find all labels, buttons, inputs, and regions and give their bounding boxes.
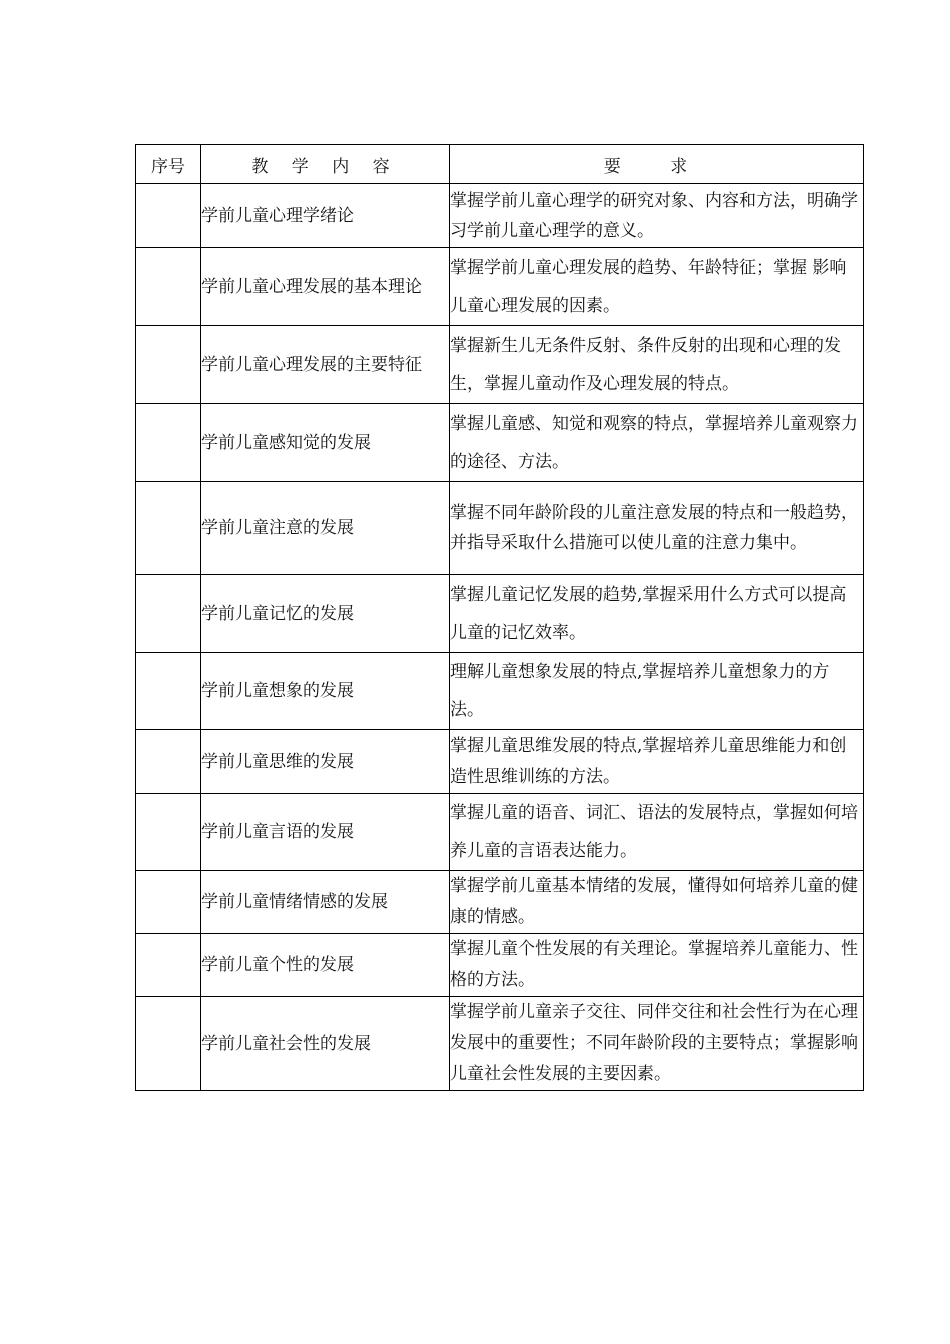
table-body — [136, 184, 864, 1091]
row-requirement: 掌握儿童个性发展的有关理论。掌握培养儿童能力、性格的方法。 — [450, 934, 864, 997]
row-num — [136, 871, 201, 934]
row-requirement: 掌握新生儿无条件反射、条件反射的出现和心理的发生，掌握儿童动作及心理发展的特点。 — [450, 326, 864, 404]
table-row — [136, 871, 864, 934]
row-num — [136, 326, 201, 404]
row-num — [136, 482, 201, 575]
row-content: 学前儿童言语的发展 — [201, 794, 450, 871]
table-row — [136, 794, 864, 871]
row-requirement: 掌握学前儿童心理学的研究对象、内容和方法，明确学习学前儿童心理学的意义。 — [450, 184, 864, 248]
table-row — [136, 575, 864, 653]
row-num — [136, 575, 201, 653]
row-content: 学前儿童社会性的发展 — [201, 997, 450, 1091]
row-num — [136, 997, 201, 1091]
row-requirement: 掌握学前儿童心理发展的趋势、年龄特征；掌握 影响儿童心理发展的因素。 — [450, 248, 864, 326]
table-row — [136, 248, 864, 326]
header-num: 序号 — [136, 145, 201, 184]
table-row — [136, 184, 864, 248]
row-num — [136, 794, 201, 871]
row-requirement: 理解儿童想象发展的特点,掌握培养儿童想象力的方法。 — [450, 653, 864, 730]
row-requirement: 掌握儿童感、知觉和观察的特点，掌握培养儿童观察力的途径、方法。 — [450, 404, 864, 482]
row-num — [136, 184, 201, 248]
row-num — [136, 248, 201, 326]
row-content: 学前儿童心理学绪论 — [201, 184, 450, 248]
row-requirement: 掌握学前儿童亲子交往、同伴交往和社会性行为在心理发展中的重要性；不同年龄阶段的主要特点；掌握影响儿童社会性发展的主要因素。 — [450, 997, 864, 1091]
row-content: 学前儿童想象的发展 — [201, 653, 450, 730]
row-content: 学前儿童注意的发展 — [201, 482, 450, 575]
row-content: 学前儿童心理发展的主要特征 — [201, 326, 450, 404]
course-content-table — [135, 144, 864, 1091]
row-content: 学前儿童情绪情感的发展 — [201, 871, 450, 934]
row-num — [136, 934, 201, 997]
row-requirement: 掌握儿童思维发展的特点,掌握培养儿童思维能力和创造性思维训练的方法。 — [450, 730, 864, 794]
row-requirement: 掌握儿童的语音、词汇、语法的发展特点，掌握如何培养儿童的言语表达能力。 — [450, 794, 864, 871]
table-row — [136, 404, 864, 482]
table-row — [136, 934, 864, 997]
table-row — [136, 653, 864, 730]
table-row — [136, 482, 864, 575]
header-content: 教 学 内 容 — [201, 145, 450, 184]
table-row — [136, 730, 864, 794]
row-num — [136, 653, 201, 730]
row-content: 学前儿童记忆的发展 — [201, 575, 450, 653]
row-requirement: 掌握儿童记忆发展的趋势,掌握采用什么方式可以提高儿童的记忆效率。 — [450, 575, 864, 653]
row-content: 学前儿童个性的发展 — [201, 934, 450, 997]
row-content: 学前儿童心理发展的基本理论 — [201, 248, 450, 326]
table-header — [136, 145, 864, 184]
row-requirement: 掌握不同年龄阶段的儿童注意发展的特点和一般趋势，并指导采取什么措施可以使儿童的注意力集中。 — [450, 482, 864, 575]
table-row — [136, 326, 864, 404]
header-requirement: 要 求 — [450, 145, 864, 184]
header-row — [136, 145, 864, 184]
table-row — [136, 997, 864, 1091]
row-content: 学前儿童思维的发展 — [201, 730, 450, 794]
row-requirement: 掌握学前儿童基本情绪的发展，懂得如何培养儿童的健康的情感。 — [450, 871, 864, 934]
row-num — [136, 730, 201, 794]
row-content: 学前儿童感知觉的发展 — [201, 404, 450, 482]
row-num — [136, 404, 201, 482]
